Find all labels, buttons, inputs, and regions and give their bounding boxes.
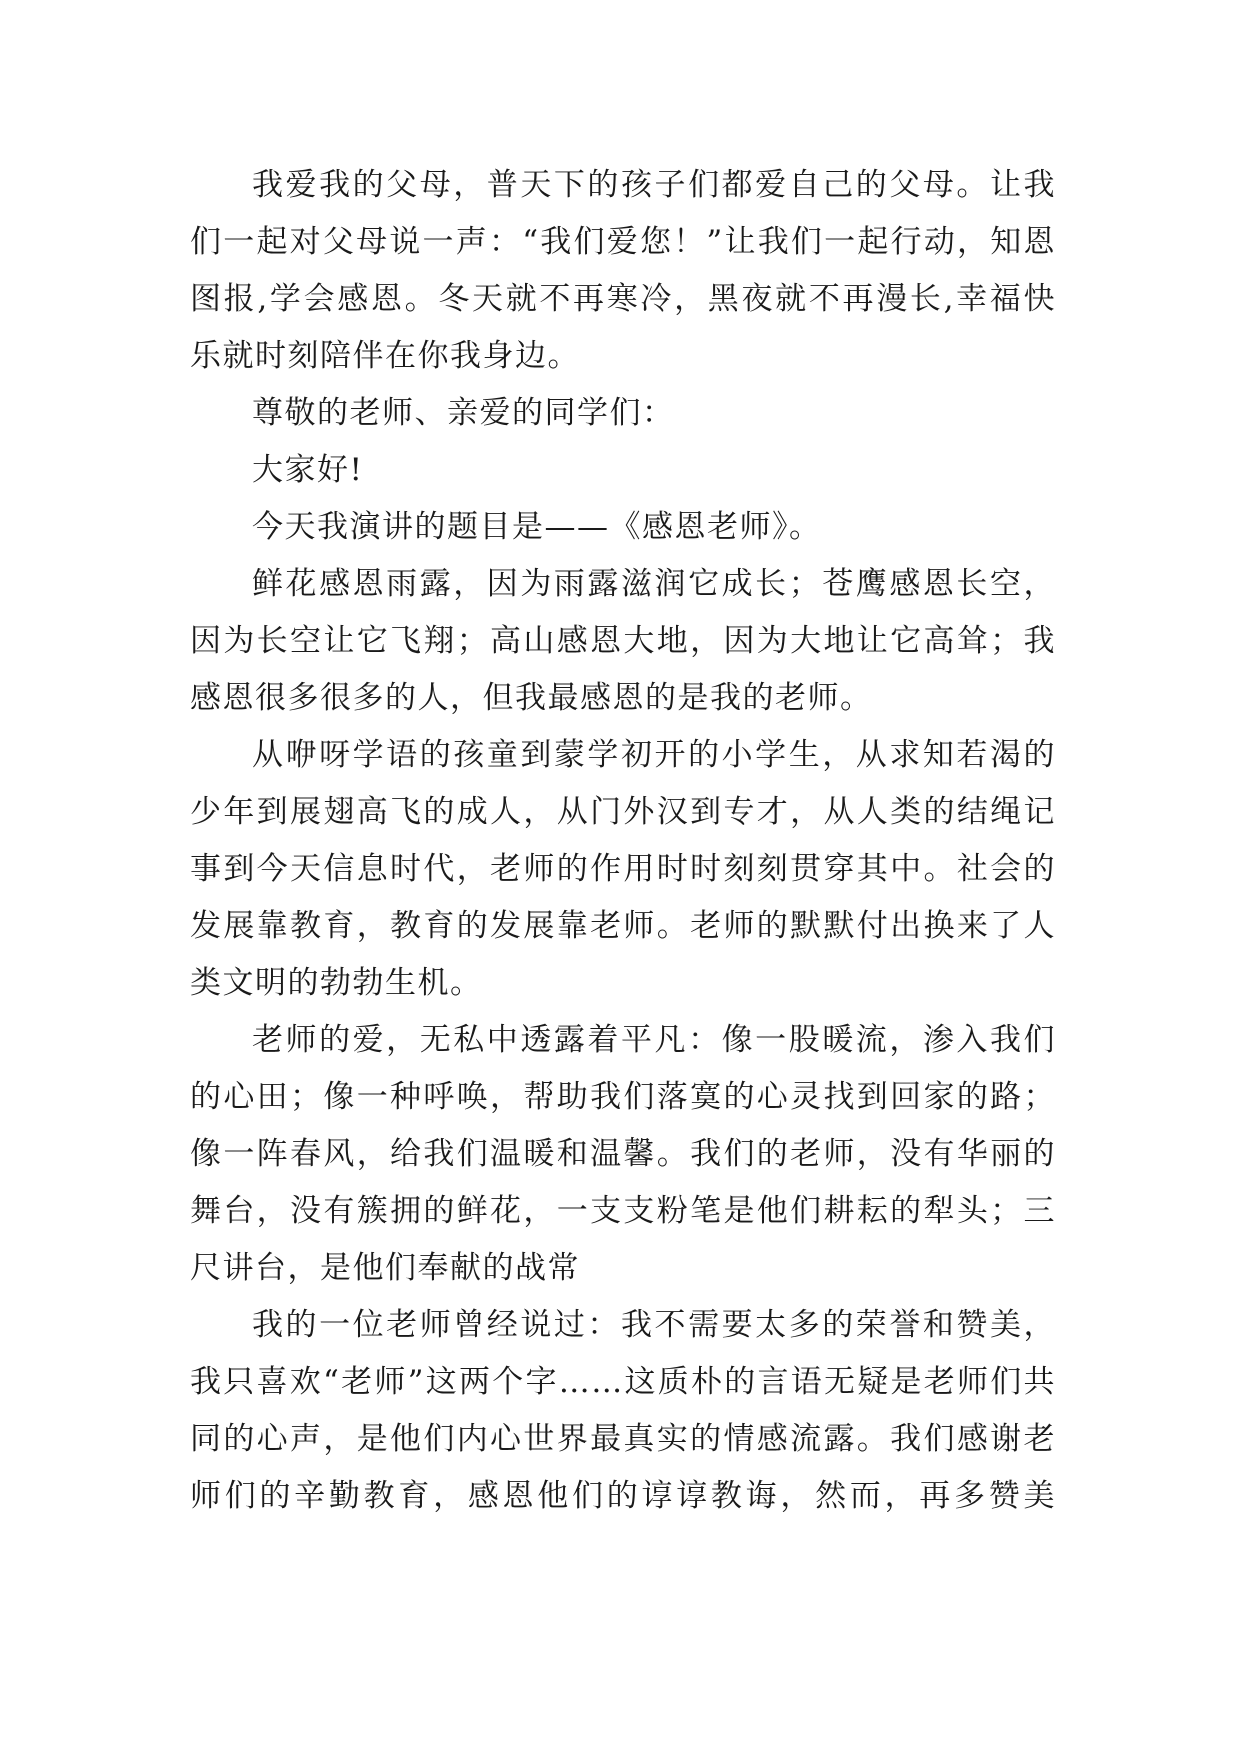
paragraph-teacher-love: 老师的爱，无私中透露着平凡：像一股暖流，渗入我们的心田；像一种呼唤，帮助我们落寞的心灵找到回家的路；像一阵春风，给我们温暖和温馨。我们的老师，没有华丽的舞台，没有簇拥的鲜花，一支支粉笔是他们耕耘的犁头；三尺讲台，是他们奉献的战常 [190, 1022, 1056, 1286]
paragraph-parents: 我爱我的父母，普天下的孩子们都爱自己的父母。让我们一起对父母说一声：“我们爱您！”让我们一起行动，知恩图报,学会感恩。冬天就不再寒冷，黑夜就不再漫长,幸福快乐就时刻陪伴在你我身边。 [190, 167, 1056, 374]
paragraph-teacher-quote: 我的一位老师曾经说过：我不需要太多的荣誉和赞美，我只喜欢“老师”这两个字……这质朴的言语无疑是老师们共同的心声，是他们内心世界最真实的情感流露。我们感谢老师们的辛勤教育，感恩他们的谆谆教诲，然而，再多赞美 [190, 1307, 1056, 1514]
paragraph-greeting: 大家好! [252, 452, 364, 488]
paragraph-speech-title: 今天我演讲的题目是——《感恩老师》。 [252, 509, 822, 545]
document-body [190, 157, 1056, 1525]
paragraph-gratitude: 鲜花感恩雨露，因为雨露滋润它成长；苍鹰感恩长空，因为长空让它飞翔；高山感恩大地，因为大地让它高耸；我感恩很多很多的人，但我最感恩的是我的老师。 [190, 566, 1056, 716]
paragraph-salutation: 尊敬的老师、亲爱的同学们： [252, 395, 675, 431]
paragraph-teacher-role: 从咿呀学语的孩童到蒙学初开的小学生，从求知若渴的少年到展翅高飞的成人，从门外汉到专才，从人类的结绳记事到今天信息时代，老师的作用时时刻刻贯穿其中。社会的发展靠教育，教育的发展靠老师。老师的默默付出换来了人类文明的勃勃生机。 [190, 737, 1056, 1001]
